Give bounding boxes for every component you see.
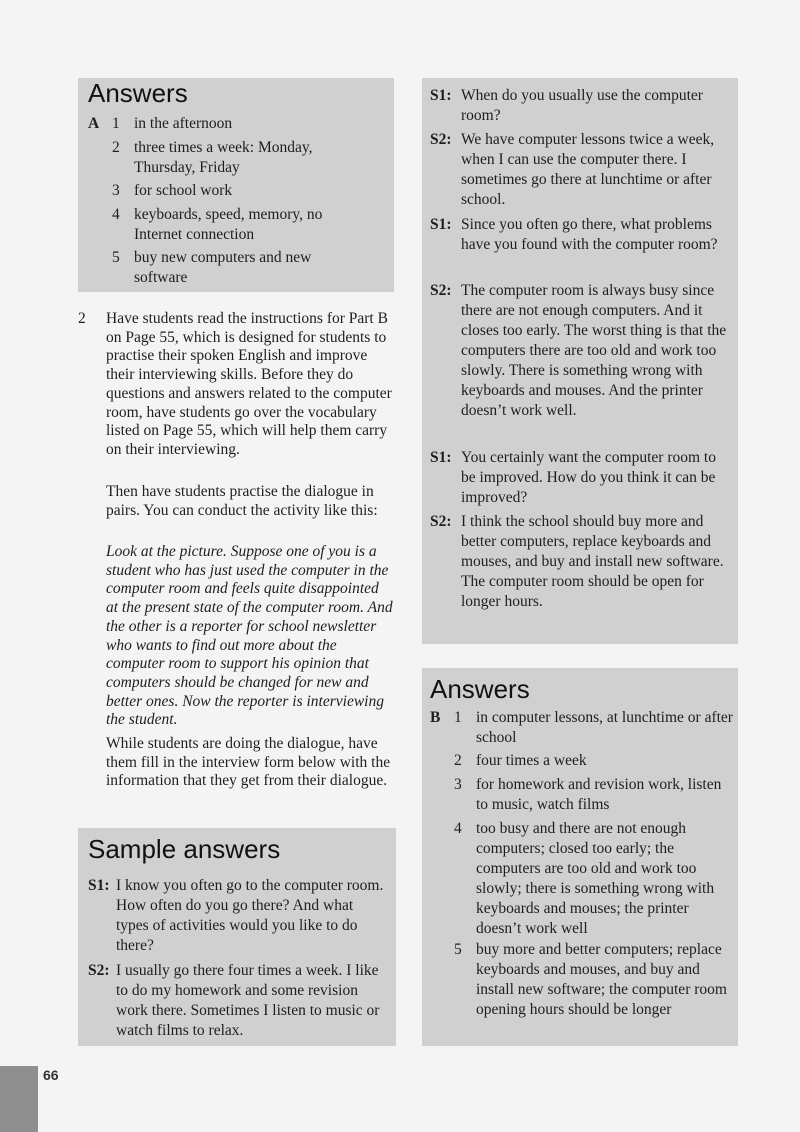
dialogue-line — [430, 130, 730, 210]
item-number: 4 — [454, 820, 462, 837]
item-number: 3 — [112, 182, 120, 199]
answers-a-title: Answers — [88, 78, 188, 108]
answers-b-title: Answers — [430, 674, 530, 704]
speaker-label: S1: — [430, 216, 452, 233]
dialogue-line — [430, 281, 730, 421]
item-text: keyboards, speed, memory, no Internet connection — [134, 206, 323, 243]
line-text: We have computer lessons twice a week, when I can use the computer there. I sometimes go there at lunchtime or after school. — [461, 131, 715, 208]
item-number: 3 — [454, 776, 462, 793]
sample-line — [88, 876, 386, 956]
dialogue-line — [430, 86, 730, 126]
answers-b-box — [422, 668, 738, 1046]
sample-line — [88, 961, 386, 1041]
answers-b-letter: B — [430, 709, 441, 726]
speaker-label: S2: — [430, 513, 452, 530]
speaker-label: S2: — [88, 962, 110, 979]
speaker-label: S2: — [430, 131, 452, 148]
speaker-label: S1: — [430, 87, 452, 104]
item-text: three times a week: Monday, Thursday, Friday — [134, 139, 313, 176]
line-text: I know you often go to the computer room. How often do you go there? And what types of activities would you like to do there? — [116, 877, 384, 954]
answer-b-item — [430, 819, 734, 939]
item-text: four times a week — [476, 752, 587, 769]
item-number: 5 — [454, 941, 462, 958]
item-text: for school work — [134, 182, 233, 199]
step-2-scenario: Look at the picture. Suppose one of you is a student who has just used the computer in the computer room and feels quite disappointed at the present state of the computer room. And the other is a reporter for school newsletter who wants to find out more about the computer room to support his opinion that computers should be changed for new and better ones. Now the reporter is interviewing the student. — [106, 543, 393, 729]
answers-a-box — [78, 78, 394, 292]
step-2-paragraph-1: Have students read the instructions for Part B on Page 55, which is designed for students to practise their spoken English and improve their interviewing skills. Before they do questions and answers related to the computer room, have students go over the vocabulary listed on Page 55, which will help them carry on their interviewing. — [106, 310, 392, 458]
line-text: The computer room is always busy since there are not enough computers. And it closes too early. The worst thing is that the computers there are too old and work too slowly. There is something wrong with keyboards and mouses. And the printer doesn’t work well. — [461, 282, 727, 419]
line-text: I think the school should buy more and better computers, replace keyboards and mouses, and buy and install new software. The computer room should be open for longer hours. — [461, 513, 724, 610]
item-text: for homework and revision work, listen to music, watch films — [476, 776, 722, 813]
answer-a-item — [88, 138, 348, 178]
item-text: in computer lessons, at lunchtime or after school — [476, 709, 733, 746]
line-text: I usually go there four times a week. I like to do my homework and some revision work there. Sometimes I listen to music or watch films to relax. — [116, 962, 380, 1039]
answer-a-item — [88, 114, 348, 134]
item-number: 2 — [112, 139, 120, 156]
item-text: in the afternoon — [134, 115, 233, 132]
answer-a-item — [88, 181, 348, 201]
sample-answers-title: Sample answers — [88, 834, 281, 864]
item-number: 4 — [112, 206, 120, 223]
step-number: 2 — [78, 310, 86, 327]
line-text: You certainly want the computer room to be improved. How do you think it can be improved? — [461, 449, 716, 506]
dialogue-line — [430, 448, 730, 508]
answer-a-item — [88, 248, 348, 288]
step-2-paragraph-2: Then have students practise the dialogue in pairs. You can conduct the activity like this: — [106, 483, 378, 519]
item-text: too busy and there are not enough computers; closed too early; the computers are too old and work too slowly; there is something wrong with keyboards and mouses; the printer doesn’t work well — [476, 820, 715, 937]
item-number: 5 — [112, 249, 120, 266]
answer-b-item — [430, 940, 734, 1020]
step-2-paragraph-3: While students are doing the dialogue, have them fill in the interview form below with the information that they get from their dialogue. — [106, 735, 391, 790]
item-number: 1 — [112, 115, 120, 132]
line-text: When do you usually use the computer room? — [461, 87, 703, 124]
item-number: 1 — [454, 709, 462, 726]
item-text: buy more and better computers; replace keyboards and mouses, and buy and install new software; the computer room opening hours should be longer — [476, 941, 727, 1018]
page-number: 66 — [43, 1067, 59, 1083]
sample-answers-box — [78, 828, 396, 1046]
answer-b-item — [430, 708, 734, 748]
item-text: buy new computers and new software — [134, 249, 312, 286]
answer-a-item — [88, 205, 348, 245]
speaker-label: S2: — [430, 282, 452, 299]
dialogue-line — [430, 512, 730, 612]
speaker-label: S1: — [430, 449, 452, 466]
answer-b-item — [430, 751, 734, 771]
speaker-label: S1: — [88, 877, 110, 894]
page-edge-bar — [0, 1066, 38, 1132]
line-text: Since you often go there, what problems have you found with the computer room? — [461, 216, 718, 253]
answers-a-letter: A — [88, 115, 100, 132]
dialogue-box — [422, 78, 738, 644]
dialogue-line — [430, 215, 730, 255]
item-number: 2 — [454, 752, 462, 769]
answer-b-item — [430, 775, 734, 815]
